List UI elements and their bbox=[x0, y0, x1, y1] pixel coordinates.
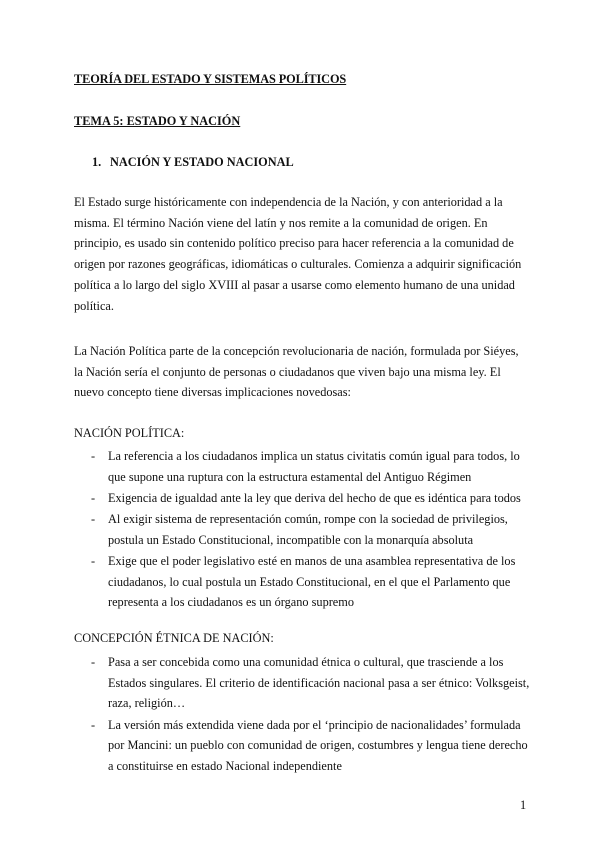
dash-bullet: - bbox=[91, 655, 96, 669]
dash-bullet: - bbox=[91, 554, 96, 569]
tema-title: TEMA 5: ESTADO Y NACIÓN bbox=[74, 114, 241, 128]
list-item-text: Exige que el poder legislativo esté en manos de una asamblea representativa de los ciudadanos, lo cual postula un Estado Constitucional, en el que el Parlamento que representa a los ciudadanos es un órgano supremo bbox=[108, 554, 516, 610]
dash-bullet: - bbox=[91, 512, 96, 527]
list-item bbox=[74, 446, 530, 487]
list-item-text: Al exigir sistema de representación común, rompe con la sociedad de privilegios, postula un Estado Constitucional, incompatible con la monarquía absoluta bbox=[108, 512, 508, 547]
list-item-text: Pasa a ser concebida como una comunidad étnica o cultural, que trasciende a los Estados singulares. El criterio de identificación nacional pasa a ser étnico: Volksgeist, raza, religión… bbox=[108, 655, 530, 711]
document-title: TEORÍA DEL ESTADO Y SISTEMAS POLÍTICOS bbox=[74, 72, 347, 86]
dash-bullet: - bbox=[91, 490, 96, 505]
list-item bbox=[74, 652, 530, 714]
bullet-list-concepcion-etnica bbox=[74, 652, 530, 777]
list-item bbox=[74, 551, 530, 613]
list-item bbox=[74, 488, 530, 509]
section-heading bbox=[92, 155, 294, 170]
paragraph-nacion-politica: La Nación Política parte de la concepción revolucionaria de nación, formulada por Siéyes, la Nación sería el conjunto de personas o ciudadanos que viven bajo una misma ley. El nuevo concepto tiene diversas implicaciones novedosas: bbox=[74, 344, 519, 400]
subsection-heading-nacion-politica: NACIÓN POLÍTICA: bbox=[74, 426, 185, 440]
dash-bullet: - bbox=[91, 717, 96, 732]
list-item bbox=[74, 509, 530, 550]
dash-bullet: - bbox=[91, 449, 96, 463]
list-item-text: La versión más extendida viene dada por el ‘principio de nacionalidades’ formulada por Mancini: un pueblo con comunidad de origen, costumbres y lengua tiene derecho a constituirse en estado Nacional independiente bbox=[108, 717, 528, 774]
list-item-text: Exigencia de igualdad ante la ley que deriva del hecho de que es idéntica para todos bbox=[108, 490, 521, 505]
paragraph-intro: El Estado surge históricamente con independencia de la Nación, y con anterioridad a la misma. El término Nación viene del latín y nos remite a la comunidad de origen. En principio, es usado sin contenido político preciso para hacer referencia a la comunidad de origen por razones geográficas, idiomáticas o culturales. Comienza a adquirir significación política a lo largo del siglo XVIII al pasar a usarse como elemento humano de una unidad política. bbox=[74, 195, 522, 313]
list-item-text: La referencia a los ciudadanos implica un status civitatis común igual para todos, lo que supone una ruptura con la estructura estamental del Antiguo Régimen bbox=[108, 449, 520, 484]
subsection-heading-concepcion-etnica: CONCEPCIÓN ÉTNICA DE NACIÓN: bbox=[74, 631, 274, 645]
list-item bbox=[74, 715, 530, 777]
section-title: NACIÓN Y ESTADO NACIONAL bbox=[110, 155, 294, 169]
bullet-list-nacion-politica bbox=[74, 446, 530, 614]
page-number: 1 bbox=[520, 798, 527, 812]
section-number: 1. bbox=[92, 155, 102, 169]
